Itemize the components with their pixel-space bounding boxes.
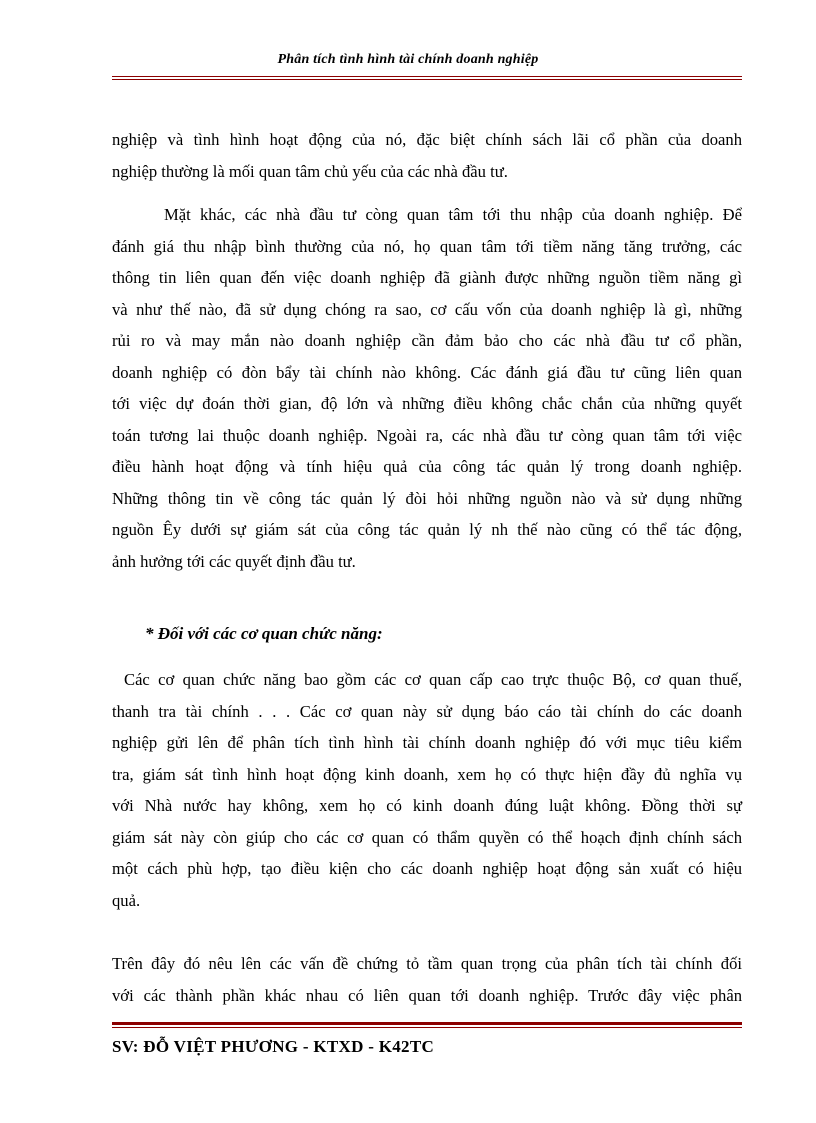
paragraph-4 — [112, 948, 742, 1011]
text-line: toán tương lai thuộc doanh nghiệp. Ngoài ra, các nhà đầu tư còng quan tâm tới việc — [112, 425, 742, 445]
text-line: nghiệp gửi lên để phân tích tình hình tài chính doanh nghiệp đó với mục tiêu kiểm — [112, 733, 742, 752]
text-line: Các cơ quan chức năng bao gồm các cơ quan cấp cao trực thuộc Bộ, cơ quan thuế, — [124, 670, 742, 689]
section-heading: * Đối với các cơ quan chức năng: — [145, 624, 383, 643]
text-line: với Nhà nước hay không, xem họ có kinh doanh đúng luật không. Đồng thời sự — [112, 796, 742, 815]
paragraph-2 — [112, 199, 742, 577]
paragraph-3 — [112, 664, 742, 916]
text-line: tra, giám sát tình hình hoạt động kinh doanh, xem họ có thực hiện đầy đủ nghĩa vụ — [112, 764, 742, 784]
text-line: tới việc dự đoán thời gian, độ lớn và những điều không chắc chắn của những quyết — [112, 394, 742, 413]
text-line: nghiệp thường là mối quan tâm chủ yếu của các nhà đầu tư. — [112, 161, 508, 181]
text-line: điều hành hoạt động và tính hiệu quả của công tác quản lý trong doanh nghiệp. — [112, 457, 742, 476]
text-line: ảnh hưởng tới các quyết định đầu tư. — [112, 551, 356, 571]
footer-rule — [112, 1022, 742, 1028]
text-line: nghiệp và tình hình hoạt động của nó, đặc biệt chính sách lãi cổ phần của doanh — [112, 130, 742, 149]
header-rule — [112, 76, 742, 80]
text-line: Trên đây đó nêu lên các vấn đề chứng tỏ tầm quan trọng của phân tích tài chính đối — [112, 954, 742, 973]
paragraph-1 — [112, 124, 742, 187]
text-line: Những thông tin về công tác quản lý đòi hỏi những nguồn nào và sử dụng những — [112, 488, 742, 508]
text-line: giám sát này còn giúp cho các cơ quan có thẩm quyền có thể hoạch định chính sách — [112, 827, 742, 847]
text-line: rủi ro và may mắn nào doanh nghiệp cần đảm bảo cho các nhà đầu tư cổ phần, — [112, 331, 742, 350]
text-line: thanh tra tài chính . . . Các cơ quan này sử dụng báo cáo tài chính do các doanh — [112, 701, 742, 721]
text-line: doanh nghiệp có đòn bẩy tài chính nào không. Các đánh giá đầu tư cũng liên quan — [112, 362, 742, 382]
text-line: và như thế nào, đã sử dụng chóng ra sao, cơ cấu vốn của doanh nghiệp là gì, những — [112, 299, 742, 319]
text-line: nguồn Êy dưới sự giám sát của công tác quản lý nh thế nào cũng có thể tác động, — [112, 520, 742, 539]
text-line: với các thành phần khác nhau có liên quan tới doanh nghiệp. Trước đây việc phân — [112, 985, 742, 1005]
text-line: Mặt khác, các nhà đầu tư còng quan tâm tới thu nhập của doanh nghiệp. Để — [164, 205, 742, 224]
footer-text: SV: ĐỖ VIỆT PHƯƠNG - KTXD - K42TC — [112, 1037, 435, 1056]
text-line: quả. — [112, 890, 141, 910]
text-line: thông tin liên quan đến việc doanh nghiệp đã giành được những nguồn tiềm năng gì — [112, 268, 742, 287]
text-line: một cách phù hợp, tạo điều kiện cho các doanh nghiệp hoạt động sản xuất có hiệu — [112, 859, 742, 878]
header-title: Phân tích tình hình tài chính doanh nghiệp — [277, 52, 539, 67]
text-line: đánh giá thu nhập bình thường của nó, họ quan tâm tới tiềm năng tăng trưởng, các — [112, 236, 742, 256]
